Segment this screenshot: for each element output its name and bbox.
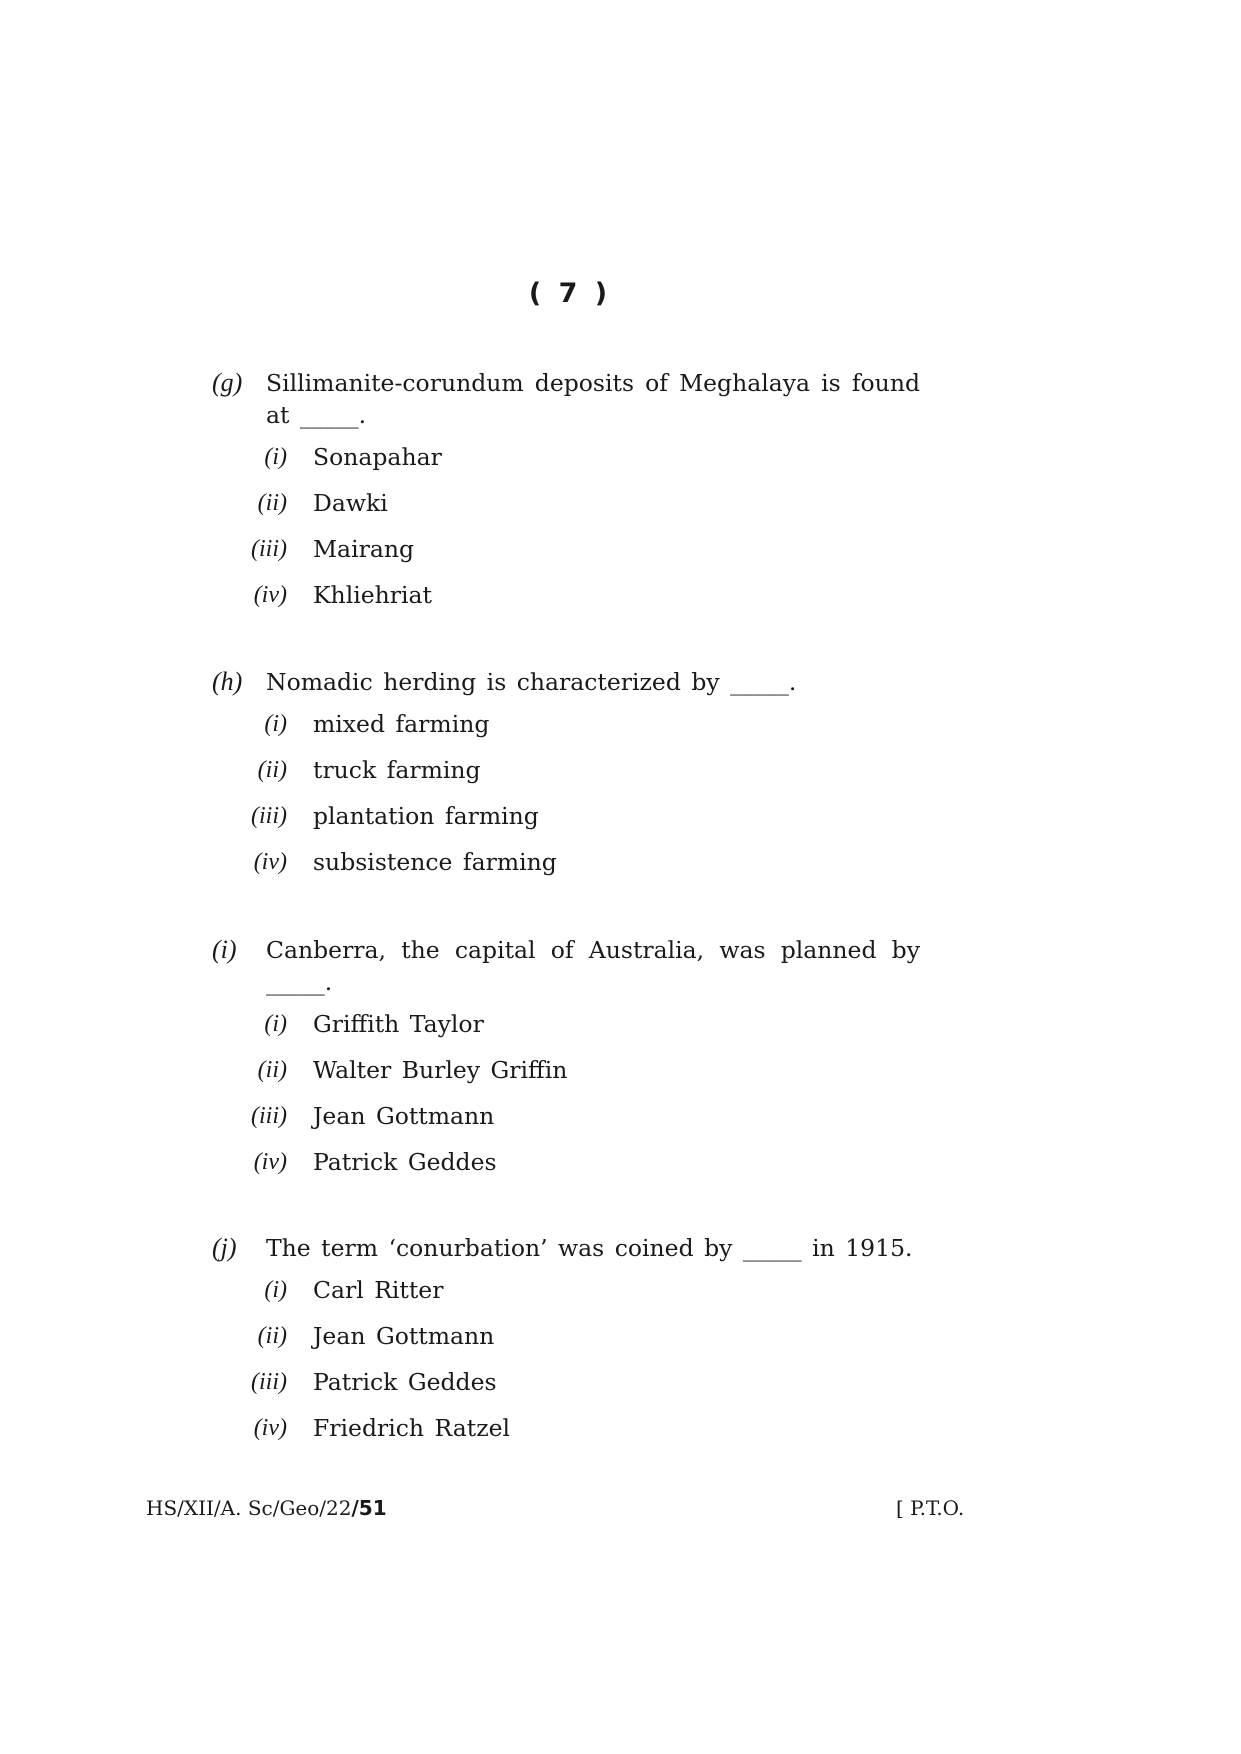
- option-item: [212, 487, 920, 533]
- option-label: (ii): [257, 757, 287, 783]
- question-stem: The term ‘conurbation’ was coined by _____ in 1915.: [266, 1234, 913, 1262]
- question-label: (g): [212, 368, 243, 397]
- option-item: [212, 800, 920, 846]
- option-text: subsistence farming: [313, 848, 557, 876]
- option-item: [212, 579, 920, 625]
- page-number: ( 7 ): [528, 278, 612, 309]
- option-item: [212, 1412, 920, 1458]
- option-item: [212, 1008, 920, 1054]
- option-text: Griffith Taylor: [313, 1010, 484, 1038]
- option-text: Carl Ritter: [313, 1276, 444, 1304]
- option-label: (ii): [257, 1323, 287, 1349]
- please-turn-over: [ P.T.O.: [896, 1496, 965, 1520]
- option-text: truck farming: [313, 756, 481, 784]
- option-label: (iii): [251, 1103, 287, 1129]
- paper-code: [146, 1496, 387, 1520]
- option-item: [212, 1146, 920, 1192]
- option-text: Mairang: [313, 535, 415, 563]
- question-stem: Nomadic herding is characterized by _____.: [266, 668, 797, 696]
- option-text: Dawki: [313, 489, 388, 517]
- question-h: [212, 666, 920, 892]
- question-j: [212, 1232, 920, 1458]
- option-label: (iv): [253, 1415, 287, 1441]
- question-stem: Sillimanite-corundum deposits of Meghalaya is found at _____.: [266, 369, 920, 429]
- option-text: Patrick Geddes: [313, 1148, 497, 1176]
- option-label: (i): [264, 711, 287, 737]
- option-item: [212, 1054, 920, 1100]
- option-text: plantation farming: [313, 802, 539, 830]
- option-item: [212, 846, 920, 892]
- option-text: Jean Gottmann: [313, 1102, 495, 1130]
- option-label: (ii): [257, 1057, 287, 1083]
- option-label: (iv): [253, 1149, 287, 1175]
- option-text: Walter Burley Griffin: [313, 1056, 568, 1084]
- question-g: [212, 367, 920, 625]
- option-text: Khliehriat: [313, 581, 432, 609]
- option-text: Friedrich Ratzel: [313, 1414, 511, 1442]
- option-item: [212, 1366, 920, 1412]
- question-i: [212, 934, 920, 1192]
- option-item: [212, 441, 920, 487]
- option-item: [212, 708, 920, 754]
- question-label: (j): [212, 1233, 237, 1262]
- question-label: (i): [212, 935, 237, 964]
- options-list: [212, 1274, 920, 1458]
- option-item: [212, 533, 920, 579]
- option-item: [212, 754, 920, 800]
- option-text: Patrick Geddes: [313, 1368, 497, 1396]
- option-label: (i): [264, 1011, 287, 1037]
- options-list: [212, 1008, 920, 1192]
- option-label: (iv): [253, 582, 287, 608]
- option-text: Jean Gottmann: [313, 1322, 495, 1350]
- option-item: [212, 1274, 920, 1320]
- option-text: Sonapahar: [313, 443, 442, 471]
- question-stem: Canberra, the capital of Australia, was planned by _____.: [266, 936, 920, 996]
- option-text: mixed farming: [313, 710, 490, 738]
- option-label: (ii): [257, 490, 287, 516]
- option-label: (i): [264, 444, 287, 470]
- option-item: [212, 1320, 920, 1366]
- paper-code-suffix: /51: [351, 1496, 387, 1520]
- paper-code-prefix: HS/XII/A. Sc/Geo/22: [146, 1496, 352, 1520]
- option-label: (iv): [253, 849, 287, 875]
- question-label: (h): [212, 667, 243, 696]
- option-label: (iii): [251, 803, 287, 829]
- option-label: (iii): [251, 536, 287, 562]
- options-list: [212, 441, 920, 625]
- option-label: (iii): [251, 1369, 287, 1395]
- option-item: [212, 1100, 920, 1146]
- option-label: (i): [264, 1277, 287, 1303]
- options-list: [212, 708, 920, 892]
